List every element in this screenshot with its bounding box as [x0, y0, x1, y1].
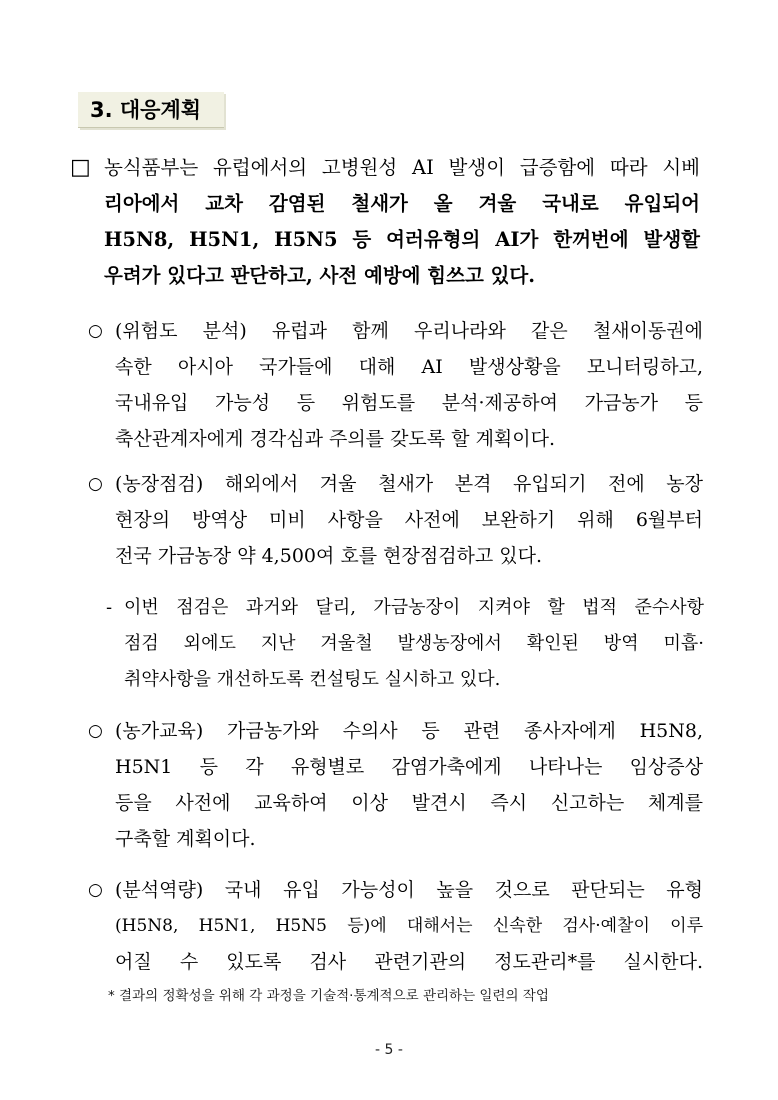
checkbox-bullet-icon: □ [70, 155, 91, 180]
footnote: * 결과의 정확성을 위해 각 과정을 기술적·통계적으로 관리하는 일련의 작업 [108, 988, 549, 1004]
dash-bullet-icon: - [106, 598, 113, 618]
intro-paragraph [104, 150, 700, 294]
paragraph-line: H5N8, H5N1, H5N5 등 여러유형의 AI가 한꺼번에 발생할 [104, 228, 700, 251]
circle-bullet-icon: ○ [88, 474, 103, 494]
circle-bullet-icon: ○ [88, 880, 103, 900]
paragraph-line: 구축할 계획이다. [115, 828, 256, 850]
paragraph-line: 현장의 방역상 미비 사항을 사전에 보완하기 위해 6월부터 [115, 509, 703, 531]
section-heading: 3. 대응계획 [78, 92, 224, 128]
paragraph-line: 국내유입 가능성 등 위험도를 분석·제공하여 가금농가 등 [115, 392, 703, 414]
paragraph-line: (농가교육) 가금농가와 수의사 등 관련 종사자에게 H5N8, [115, 720, 703, 742]
paragraph-line: 이번 점검은 과거와 달리, 가금농장이 지켜야 할 법적 준수사항 [124, 597, 704, 618]
paragraph-line: (분석역량) 국내 유입 가능성이 높을 것으로 판단되는 유형 [115, 879, 703, 901]
paragraph-line: (H5N8, H5N1, H5N5 등)에 대해서는 신속한 검사·예찰이 이루 [115, 916, 703, 936]
item-analysis-capacity [115, 872, 703, 980]
paragraph-line: 우려가 있다고 판단하고, 사전 예방에 힘쓰고 있다. [104, 264, 536, 287]
item-farm-inspection [115, 466, 703, 574]
paragraph-line: (위험도 분석) 유럽과 함께 우리나라와 같은 철새이동권에 [115, 320, 703, 342]
paragraph-line: (농장점검) 해외에서 겨울 철새가 본격 유입되기 전에 농장 [115, 473, 703, 495]
paragraph-line: 농식품부는 유럽에서의 고병원성 AI 발생이 급증함에 따라 시베 [104, 156, 700, 179]
circle-bullet-icon: ○ [88, 721, 103, 741]
circle-bullet-icon: ○ [88, 321, 103, 341]
item-farmer-education [115, 713, 703, 857]
paragraph-line: 리아에서 교차 감염된 철새가 올 겨울 국내로 유입되어 [104, 192, 700, 215]
item-risk-analysis [115, 313, 703, 457]
paragraph-line: 취약사항을 개선하도록 컨설팅도 실시하고 있다. [124, 669, 501, 690]
paragraph-line: 축산관계자에게 경각심과 주의를 갖도록 할 계획이다. [115, 428, 556, 450]
paragraph-line: 등을 사전에 교육하여 이상 발견시 즉시 신고하는 체계를 [115, 792, 703, 814]
paragraph-line: 어질 수 있도록 검사 관련기관의 정도관리*를 실시한다. [115, 951, 703, 973]
paragraph-line: 전국 가금농장 약 4,500여 호를 현장점검하고 있다. [115, 545, 543, 567]
paragraph-line: 점검 외에도 지난 겨울철 발생농장에서 확인된 방역 미흡· [124, 633, 704, 654]
paragraph-line: 속한 아시아 국가들에 대해 AI 발생상황을 모니터링하고, [115, 356, 703, 378]
paragraph-line: H5N1 등 각 유형별로 감염가축에게 나타나는 임상증상 [115, 756, 703, 778]
page-number: - 5 - [375, 1042, 403, 1058]
sub-item-consulting [124, 590, 704, 698]
